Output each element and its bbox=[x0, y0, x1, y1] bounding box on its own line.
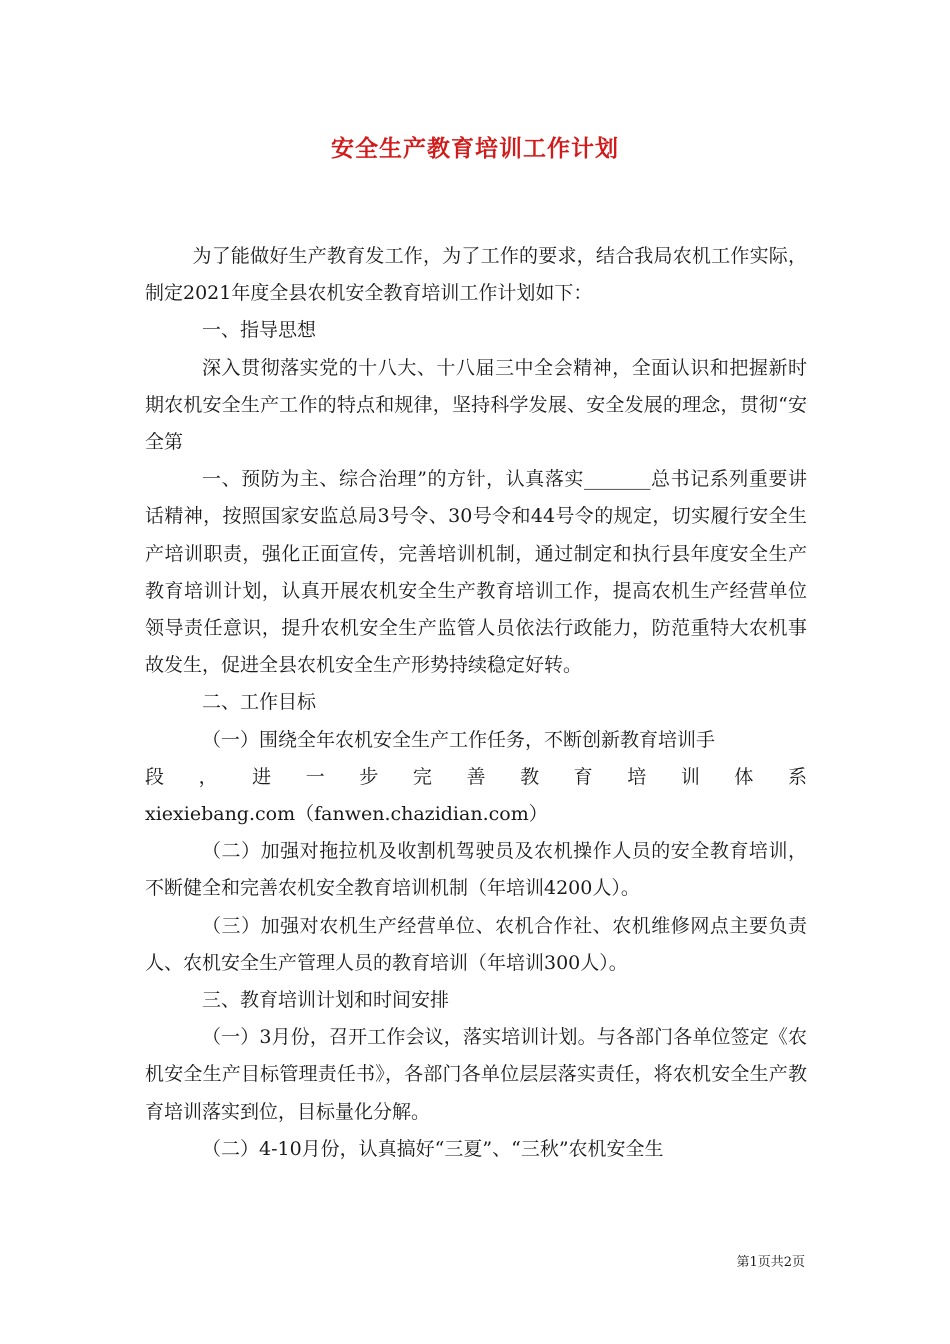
schedule-item-1: （一）3月份，召开工作会议，落实培训计划。与各部门各单位签定《农机安全生产目标管理责任书》，各部门各单位层层落实责任，将农机安全生产教育培训落实到位，目标量化分解。 bbox=[145, 1026, 807, 1123]
section-heading-work-goals: 二、工作目标 bbox=[202, 691, 317, 714]
goal-item-1-continued: 段，进一步完善教育培训体系 bbox=[145, 765, 807, 788]
goal-item-1: （一）围绕全年农机安全生产工作任务，不断创新教育培训手 bbox=[202, 728, 716, 751]
goal-item-1-source: xiexiebang.com（fanwen.chazidian.com） bbox=[145, 803, 548, 826]
schedule-item-2: （二）4-10月份，认真搞好“三夏”、“三秋”农机安全生 bbox=[202, 1137, 664, 1160]
document-body bbox=[145, 238, 807, 1168]
page-number: 第1页共2页 bbox=[736, 1255, 805, 1270]
goal-item-3: （三）加强对农机生产经营单位、农机合作社、农机维修网点主要负责人、农机安全生产管理人员的教育培训（年培训300人）。 bbox=[145, 914, 807, 974]
document-title: 安全生产教育培训工作计划 bbox=[331, 135, 619, 162]
section-heading-guiding-ideology: 一、指导思想 bbox=[202, 319, 317, 342]
section-heading-training-schedule: 三、教育培训计划和时间安排 bbox=[202, 989, 450, 1012]
goal-item-2: （二）加强对拖拉机及收割机驾驶员及农机操作人员的安全教育培训，不断健全和完善农机安全教育培训机制（年培训4200人）。 bbox=[145, 840, 807, 900]
intro-paragraph: 为了能做好生产教育发工作，为了工作的要求，结合我局农机工作实际，制定2021年度全县农机安全教育培训工作计划如下： bbox=[145, 245, 807, 305]
guiding-ideology-paragraph: 深入贯彻落实党的十八大、十八届三中全会精神，全面认识和把握新时期农机安全生产工作的特点和规律，坚持科学发展、安全发展的理念，贯彻“安全第 bbox=[145, 356, 807, 454]
policy-paragraph: 一、预防为主、综合治理”的方针，认真落实_______总书记系列重要讲话精神，按照国家安监总局3号令、30号令和44号令的规定，切实履行安全生产培训职责，强化正面宣传，完善培训机制，通过制定和执行县年度安全生产教育培训计划，认真开展农机安全生产教育培训工作，提高农机生产经营单位领导责任意识，提升农机安全生产监管人员依法行政能力，防范重特大农机事故发生，促进全县农机安全生产形势持续稳定好转。 bbox=[145, 468, 807, 677]
